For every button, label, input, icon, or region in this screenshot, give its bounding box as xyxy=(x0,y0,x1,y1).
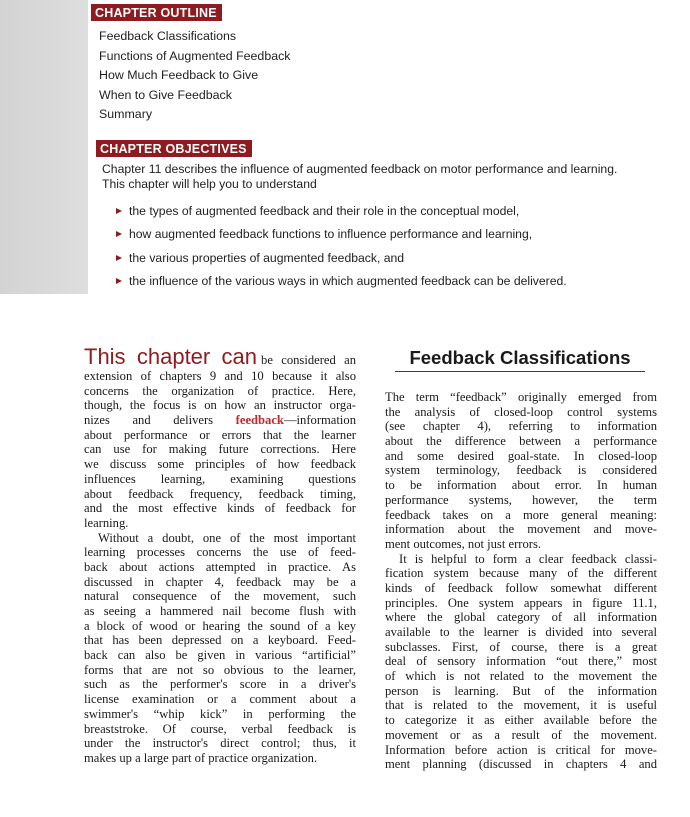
body-line: about the difference between a performance xyxy=(385,434,657,449)
keyword-feedback: feedback xyxy=(235,413,284,428)
objective-text: the influence of the various ways in which augmented feedback can be delivered. xyxy=(129,273,567,288)
body-line: extension of chapters 9 and 10 because it also xyxy=(84,369,356,383)
body-line: of which is not related to the movement the xyxy=(385,669,657,684)
body-line: feedback takes on a more general meaning: xyxy=(385,507,657,522)
body-line: fication system because many of the different xyxy=(385,566,657,581)
body-line: information about the movement and move- xyxy=(385,522,657,537)
body-line: can use for making future corrections. Here xyxy=(84,442,356,457)
body-line: that has been depressed on a keyboard. Feed- xyxy=(84,633,356,648)
body-line: principles. One system appears in figure 11.1, xyxy=(385,595,657,610)
objectives-intro xyxy=(102,162,672,192)
body-line: the analysis of closed-loop control systems xyxy=(385,404,657,419)
body-line xyxy=(84,413,356,428)
body-line: kinds of feedback follow somewhat different xyxy=(385,580,657,595)
body-line: forms that are not so obvious to the learner, xyxy=(84,662,356,677)
body-line: about performance or errors that the learner xyxy=(84,427,356,442)
objective-item xyxy=(116,247,567,270)
body-line-text: be considered an xyxy=(261,353,357,367)
outline-item: When to Give Feedback xyxy=(99,87,232,102)
body-line: where the global category of all information xyxy=(385,610,657,625)
body-line: natural consequence of the movement, such xyxy=(84,589,356,604)
body-line: learning. xyxy=(84,515,129,530)
body-line: Information before action is critical for move- xyxy=(385,742,657,757)
objective-text: how augmented feedback functions to influence performance and learning, xyxy=(129,227,533,242)
body-line: a block of wood or hearing the sound of a key xyxy=(84,618,356,633)
objective-item xyxy=(116,270,567,293)
objective-text: the types of augmented feedback and their role in the conceptual model, xyxy=(129,204,520,218)
body-line: movement or as a result of the movement. xyxy=(385,727,657,742)
body-line: performance systems, however, the term xyxy=(385,492,657,507)
objectives-intro-line-1: Chapter 11 describes the influence of augmented feedback on motor performance and learning. xyxy=(102,162,618,176)
objective-item xyxy=(116,200,567,223)
body-line: influences learning, examining questions xyxy=(84,471,356,486)
body-line: about feedback frequency, feedback timing, xyxy=(84,486,356,501)
body-line: that is related to the movement, it is useful xyxy=(385,698,657,713)
body-line: as seeing a hammered nail become flush with xyxy=(84,604,356,618)
bullet-triangle-icon xyxy=(116,255,122,261)
body-line: we discuss some principles of how feedback xyxy=(84,457,356,472)
chapter-outline-heading: CHAPTER OUTLINE xyxy=(91,4,222,21)
body-line: breaststroke. Of course, verbal feedback is xyxy=(84,721,356,736)
body-line-text: nizes and delivers xyxy=(84,413,236,428)
objectives-intro-line-2: This chapter will help you to understand xyxy=(102,177,317,191)
chapter-objectives-heading: CHAPTER OBJECTIVES xyxy=(96,140,252,157)
body-column-left xyxy=(84,344,357,766)
bullet-triangle-icon xyxy=(116,208,122,214)
body-line: available to the learner is divided into several xyxy=(385,625,657,639)
body-line: ment outcomes, not just errors. xyxy=(385,536,541,551)
body-line: makes up a large part of practice organization. xyxy=(84,750,318,765)
body-line: learning processes concerns the use of feed- xyxy=(84,545,356,560)
body-line: to categorize it as either available before the xyxy=(385,713,657,728)
chapter-outline-list xyxy=(99,27,291,125)
body-line: ment planning (discussed in chapters 4 and xyxy=(385,757,657,772)
body-line: concerns the organization of practice. Here, xyxy=(84,383,356,398)
body-line: under the instructor's direct control; thus, it xyxy=(84,736,356,751)
bullet-triangle-icon xyxy=(116,278,122,284)
body-line: The term “feedback” originally emerged from xyxy=(385,390,657,404)
lead-in-text: This chapter can xyxy=(84,344,258,369)
body-line: It is helpful to form a clear feedback classi- xyxy=(399,551,657,566)
body-line: deal of sensory information “out there,” most xyxy=(385,654,657,669)
body-line: (see chapter 4), referring to information xyxy=(385,419,657,434)
body-line: and the most effective kinds of feedback for xyxy=(84,501,356,516)
objective-item xyxy=(116,223,567,246)
body-line: such as the performer's score in a driver's xyxy=(84,677,356,692)
body-line: swimmer's “whip kick” in performing the xyxy=(84,706,356,721)
objective-text: the various properties of augmented feedback, and xyxy=(129,250,405,265)
body-line-text: —information xyxy=(283,413,356,428)
body-line: to be information about error. In human xyxy=(385,478,657,493)
body-line: discussed in chapter 4, feedback may be a xyxy=(84,574,356,589)
body-line: license examination or a comment about a xyxy=(84,692,356,707)
body-line: person is learning. But of the information xyxy=(385,683,657,698)
outline-item: Summary xyxy=(99,107,153,122)
outline-item: Functions of Augmented Feedback xyxy=(99,48,291,63)
body-line: back can also be given in various “artificial” xyxy=(84,648,356,663)
outline-item: How Much Feedback to Give xyxy=(99,68,259,83)
body-line: though, the focus is on how an instructor orga- xyxy=(84,398,356,413)
outline-item: Feedback Classifications xyxy=(99,29,237,43)
bullet-triangle-icon xyxy=(116,231,122,237)
section-title: Feedback Classifications xyxy=(395,347,645,372)
body-line: back about actions attempted in practice. As xyxy=(84,559,356,574)
body-line: and some desired goal-state. In closed-loop xyxy=(385,448,657,463)
body-line xyxy=(84,344,357,369)
body-line: system terminology, feedback is considered xyxy=(385,463,657,478)
body-line: Without a doubt, one of the most important xyxy=(98,530,356,545)
body-line: subclasses. First, of course, there is a great xyxy=(385,639,657,654)
body-column-right xyxy=(385,347,657,772)
objectives-list xyxy=(116,200,567,293)
